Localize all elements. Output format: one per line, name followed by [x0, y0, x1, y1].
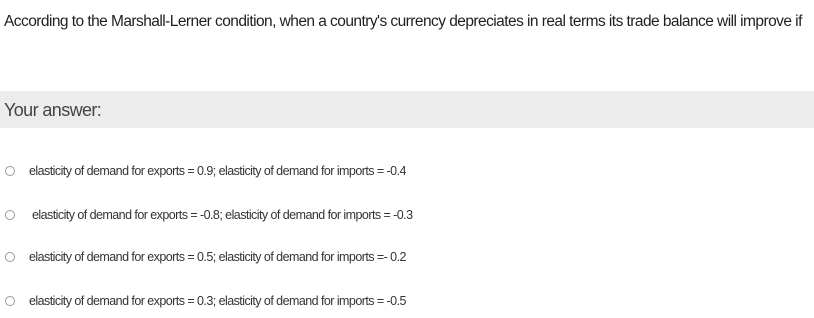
answer-option[interactable] — [5, 206, 413, 224]
option-label[interactable]: elasticity of demand for exports = 0.5; elasticity of demand for imports =- 0.2 — [29, 250, 406, 264]
radio-button[interactable] — [5, 210, 15, 220]
radio-button[interactable] — [5, 166, 15, 176]
answer-option[interactable] — [5, 292, 406, 310]
your-answer-header — [0, 91, 814, 128]
radio-button[interactable] — [5, 296, 15, 306]
answer-option[interactable] — [5, 248, 406, 266]
question-text: According to the Marshall-Lerner condition, when a country's currency depreciates in real terms its trade balance will improve if — [4, 13, 802, 30]
answer-option[interactable] — [5, 162, 406, 180]
option-label[interactable]: elasticity of demand for exports = 0.3; elasticity of demand for imports = -0.5 — [29, 294, 406, 308]
radio-button[interactable] — [5, 252, 15, 262]
your-answer-label: Your answer: — [4, 100, 102, 120]
option-label[interactable]: elasticity of demand for exports = 0.9; elasticity of demand for imports = -0.4 — [29, 164, 406, 178]
option-label[interactable]: elasticity of demand for exports = -0.8; elasticity of demand for imports = -0.3 — [32, 208, 413, 222]
